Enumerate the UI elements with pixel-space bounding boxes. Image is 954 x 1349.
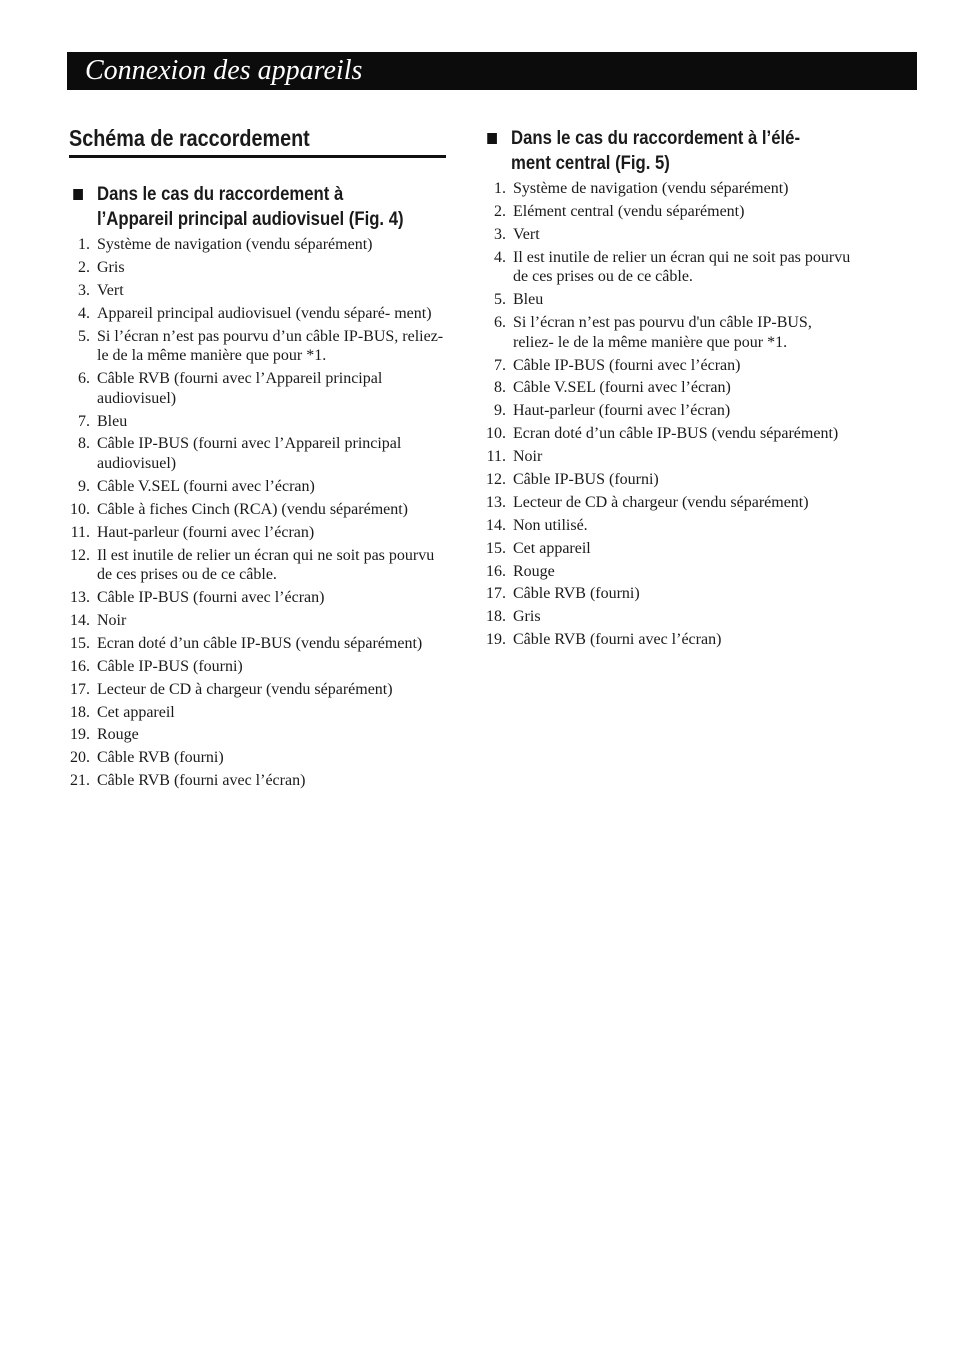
list-item xyxy=(482,516,852,536)
section-rule xyxy=(69,155,446,158)
list-item-number: 11. xyxy=(70,523,90,541)
list-item xyxy=(66,500,451,520)
list-item-text: Haut-parleur (fourni avec l’écran) xyxy=(97,523,315,541)
list-item xyxy=(482,562,852,582)
list-item-text: Noir xyxy=(97,611,127,629)
list-item xyxy=(482,356,852,376)
list-item-number: 19. xyxy=(70,726,90,744)
list-item-text: Câble IP-BUS (fourni) xyxy=(513,470,659,488)
list-item-number: 10. xyxy=(70,500,90,518)
list-item xyxy=(482,470,852,490)
list-item xyxy=(482,313,852,352)
list-item-text: Câble à fiches Cinch (RCA) (vendu séparément) xyxy=(97,500,409,518)
list-item xyxy=(482,630,852,650)
section-title: Schéma de raccordement xyxy=(69,125,310,151)
page-title: Connexion des appareils xyxy=(85,55,363,86)
list-item-number: 8. xyxy=(494,379,506,397)
square-bullet-icon xyxy=(487,133,497,144)
list-item-number: 1. xyxy=(78,236,90,253)
list-item xyxy=(66,588,451,608)
list-item-text: Rouge xyxy=(97,726,139,744)
list-item xyxy=(482,202,852,222)
left-subheading-line2: l’Appareil principal audiovisuel (Fig. 4) xyxy=(97,209,404,230)
list-item xyxy=(66,611,451,631)
list-item xyxy=(66,748,451,768)
right-item-list xyxy=(482,179,852,653)
header-bar xyxy=(67,52,917,90)
left-item-list xyxy=(66,235,451,794)
list-item-text: Ecran doté d’un câble IP-BUS (vendu séparément) xyxy=(513,425,839,443)
list-item-number: 18. xyxy=(486,608,506,626)
list-item-text: Bleu xyxy=(513,291,544,309)
list-item xyxy=(482,401,852,421)
list-item-text: Rouge xyxy=(513,562,555,580)
list-item xyxy=(66,771,451,791)
list-item-number: 16. xyxy=(486,562,506,580)
list-item-number: 7. xyxy=(78,412,90,430)
list-item-number: 20. xyxy=(70,749,90,767)
list-item-number: 13. xyxy=(70,589,90,607)
right-subheading xyxy=(511,126,800,176)
list-item-number: 1. xyxy=(494,180,506,197)
list-item xyxy=(66,523,451,543)
list-item-number: 21. xyxy=(70,772,90,790)
list-item-text: Système de navigation (vendu séparément) xyxy=(513,180,789,197)
list-item-text: Lecteur de CD à chargeur (vendu séparément) xyxy=(513,493,809,511)
list-item-number: 15. xyxy=(486,539,506,557)
list-item-text: Câble RVB (fourni avec l’Appareil principal audiovisuel) xyxy=(97,370,383,407)
list-item xyxy=(66,477,451,497)
list-item-number: 12. xyxy=(70,546,90,564)
left-subheading xyxy=(97,182,404,232)
list-item-text: Haut-parleur (fourni avec l’écran) xyxy=(513,402,731,420)
list-item-text: Non utilisé. xyxy=(513,516,588,534)
list-item-text: Câble V.SEL (fourni avec l’écran) xyxy=(513,379,731,397)
list-item xyxy=(482,539,852,559)
list-item-number: 2. xyxy=(78,258,90,276)
list-item xyxy=(66,412,451,432)
list-item xyxy=(482,493,852,513)
list-item-text: Vert xyxy=(97,281,124,299)
list-item-number: 5. xyxy=(78,327,90,345)
list-item-text: Bleu xyxy=(97,412,128,430)
list-item xyxy=(482,607,852,627)
list-item-number: 8. xyxy=(78,435,90,453)
list-item-number: 14. xyxy=(70,611,90,629)
list-item xyxy=(66,703,451,723)
list-item-number: 12. xyxy=(486,470,506,488)
list-item-text: Il est inutile de relier un écran qui ne soit pas pourvu de ces prises ou de ce câble. xyxy=(513,248,851,286)
list-item-text: Vert xyxy=(513,225,540,243)
list-item-text: Câble IP-BUS (fourni avec l’Appareil principal audiovisuel) xyxy=(97,435,402,473)
list-item-number: 16. xyxy=(70,657,90,675)
list-item-number: 15. xyxy=(70,634,90,652)
list-item-text: Cet appareil xyxy=(513,539,591,557)
list-item-number: 18. xyxy=(70,703,90,721)
list-item-text: Ecran doté d’un câble IP-BUS (vendu séparément) xyxy=(97,634,423,652)
list-item xyxy=(66,634,451,654)
list-item xyxy=(482,378,852,398)
list-item-number: 19. xyxy=(486,631,506,649)
list-item-text: Câble IP-BUS (fourni) xyxy=(97,657,243,675)
list-item-text: Gris xyxy=(97,258,125,276)
list-item-text: Gris xyxy=(513,608,541,626)
list-item-number: 4. xyxy=(494,248,506,266)
list-item-number: 10. xyxy=(486,425,506,443)
list-item xyxy=(482,225,852,245)
list-item xyxy=(482,424,852,444)
list-item xyxy=(66,281,451,301)
list-item-number: 17. xyxy=(70,680,90,698)
list-item xyxy=(482,179,852,199)
list-item xyxy=(482,584,852,604)
list-item-number: 13. xyxy=(486,493,506,511)
list-item-text: Câble RVB (fourni avec l’écran) xyxy=(513,631,722,649)
list-item-text: Cet appareil xyxy=(97,703,175,721)
list-item xyxy=(66,258,451,278)
list-item xyxy=(66,680,451,700)
list-item-number: 3. xyxy=(494,225,506,243)
list-item-text: Elément central (vendu séparément) xyxy=(513,202,745,220)
list-item-text: Câble V.SEL (fourni avec l’écran) xyxy=(97,477,315,495)
list-item-text: Si l’écran n’est pas pourvu d’un câble IP-BUS, reliez-le de la même manière que pour *1. xyxy=(97,327,444,365)
list-item-number: 14. xyxy=(486,516,506,534)
list-item-text: Câble RVB (fourni avec l’écran) xyxy=(97,772,306,790)
list-item-text: Il est inutile de relier un écran qui ne soit pas pourvu de ces prises ou de ce câble. xyxy=(97,546,435,584)
list-item xyxy=(66,235,451,255)
list-item-number: 6. xyxy=(494,314,506,332)
list-item-number: 9. xyxy=(494,402,506,420)
list-item-text: Câble RVB (fourni) xyxy=(97,749,224,767)
list-item-number: 9. xyxy=(78,477,90,495)
right-subheading-line1: Dans le cas du raccordement à l’élé- xyxy=(511,128,801,149)
list-item-text: Appareil principal audiovisuel (vendu séparé- ment) xyxy=(97,304,432,322)
list-item xyxy=(66,327,451,366)
left-subheading-line1: Dans le cas du raccordement à xyxy=(97,184,344,205)
list-item xyxy=(482,447,852,467)
list-item-number: 17. xyxy=(486,585,506,603)
list-item-number: 3. xyxy=(78,281,90,299)
list-item-text: Système de navigation (vendu séparément) xyxy=(97,236,373,253)
list-item-number: 4. xyxy=(78,304,90,322)
list-item-text: Si l’écran n’est pas pourvu d'un câble IP-BUS, reliez- le de la même manière que pour *1. xyxy=(513,314,812,351)
list-item xyxy=(66,369,451,408)
list-item xyxy=(66,434,451,473)
list-item xyxy=(66,546,451,585)
list-item-text: Câble RVB (fourni) xyxy=(513,585,640,603)
list-item xyxy=(482,290,852,310)
list-item xyxy=(66,725,451,745)
list-item-text: Lecteur de CD à chargeur (vendu séparément) xyxy=(97,680,393,698)
list-item-number: 6. xyxy=(78,370,90,388)
list-item-number: 7. xyxy=(494,356,506,374)
list-item xyxy=(66,304,451,324)
list-item-number: 11. xyxy=(486,448,506,466)
square-bullet-icon xyxy=(73,189,83,200)
list-item-number: 5. xyxy=(494,291,506,309)
list-item-number: 2. xyxy=(494,202,506,220)
list-item-text: Câble IP-BUS (fourni avec l’écran) xyxy=(513,356,741,374)
list-item xyxy=(482,248,852,287)
right-subheading-line2: ment central (Fig. 5) xyxy=(511,153,670,174)
list-item-text: Noir xyxy=(513,448,543,466)
list-item-text: Câble IP-BUS (fourni avec l’écran) xyxy=(97,589,325,607)
list-item xyxy=(66,657,451,677)
